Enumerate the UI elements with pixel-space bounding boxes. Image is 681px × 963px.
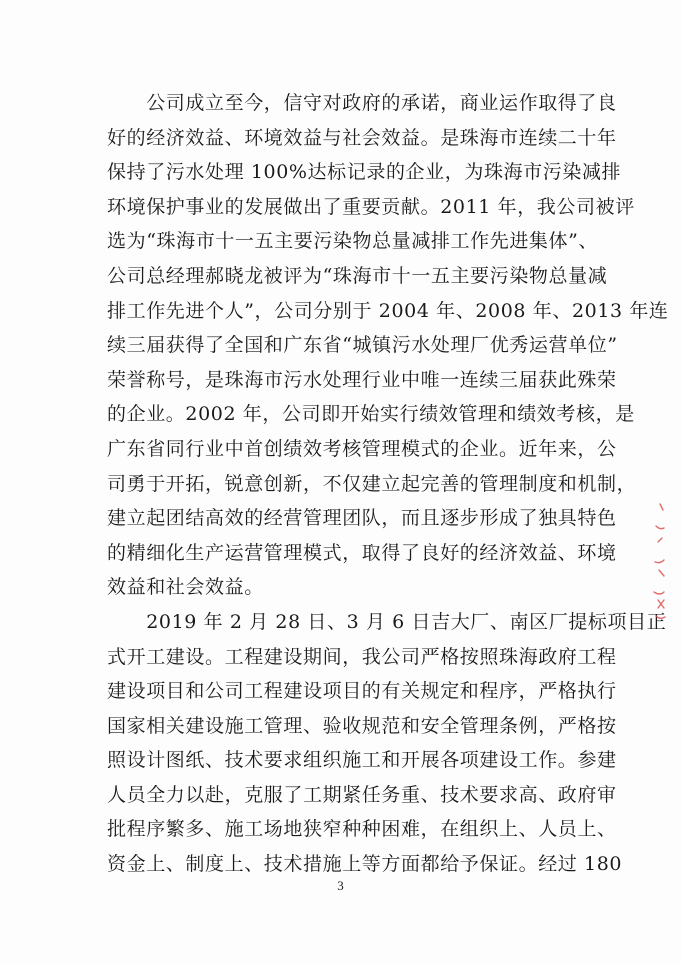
text-line: 司勇于开拓，锐意创新，不仅建立起完善的管理制度和机制，: [107, 472, 637, 495]
text-line: 的精细化生产运营管理模式，取得了良好的经济效益、环境: [107, 541, 617, 564]
text-line: 建设项目和公司工程建设项目的有关规定和程序，严格执行: [107, 680, 617, 703]
text-line: 保持了污水处理 100%达标记录的企业，为珠海市污染减排: [107, 161, 622, 184]
text-line: 广东省同行业中首创绩效考核管理模式的企业。近年来，公: [107, 437, 617, 460]
text-line: 选为“珠海市十一五主要污染物总量减排工作先进集体”、: [107, 230, 599, 253]
text-line: 批程序繁多、施工场地狭窄种种困难，在组织上、人员上、: [107, 818, 617, 841]
text-line: 续三届获得了全国和广东省“城镇污水处理厂优秀运营单位”: [107, 334, 618, 357]
text-line: 照设计图纸、技术要求组织施工和开展各项建设工作。参建: [107, 749, 617, 772]
page-number: 3: [337, 878, 344, 893]
text-line: 环境保护事业的发展做出了重要贡献。2011 年，我公司被评: [107, 195, 635, 218]
text-line: 国家相关建设施工管理、验收规范和安全管理条例，严格按: [107, 714, 617, 737]
text-line: 荣誉称号，是珠海市污水处理行业中唯一连续三届获此殊荣: [107, 368, 617, 391]
text-line: 公司总经理郝晓龙被评为“珠海市十一五主要污染物总量减: [107, 264, 608, 287]
text-line: 效益和社会效益。: [107, 576, 264, 599]
text-line: 2019 年 2 月 28 日、3 月 6 日吉大厂、南区厂提标项目正: [107, 610, 667, 633]
text-line: 人员全力以赴，克服了工期紧任务重、技术要求高、政府审: [107, 783, 617, 806]
text-line: 的企业。2002 年，公司即开始实行绩效管理和绩效考核，是: [107, 403, 635, 426]
body-text: [107, 86, 669, 882]
text-line: 资金上、制度上、技术措施上等方面都给予保证。经过 180: [107, 853, 623, 876]
text-line: 式开工建设。工程建设期间，我公司严格按照珠海政府工程: [107, 645, 617, 668]
seal-edge-mark: [646, 500, 672, 630]
text-line: 排工作先进个人”，公司分别于 2004 年、2008 年、2013 年连: [107, 299, 669, 322]
text-line: 好的经济效益、环境效益与社会效益。是珠海市连续二十年: [107, 126, 617, 149]
text-line: 建立起团结高效的经营管理团队，而且逐步形成了独具特色: [107, 507, 617, 530]
text-line: 公司成立至今，信守对政府的承诺，商业运作取得了良: [107, 92, 617, 114]
